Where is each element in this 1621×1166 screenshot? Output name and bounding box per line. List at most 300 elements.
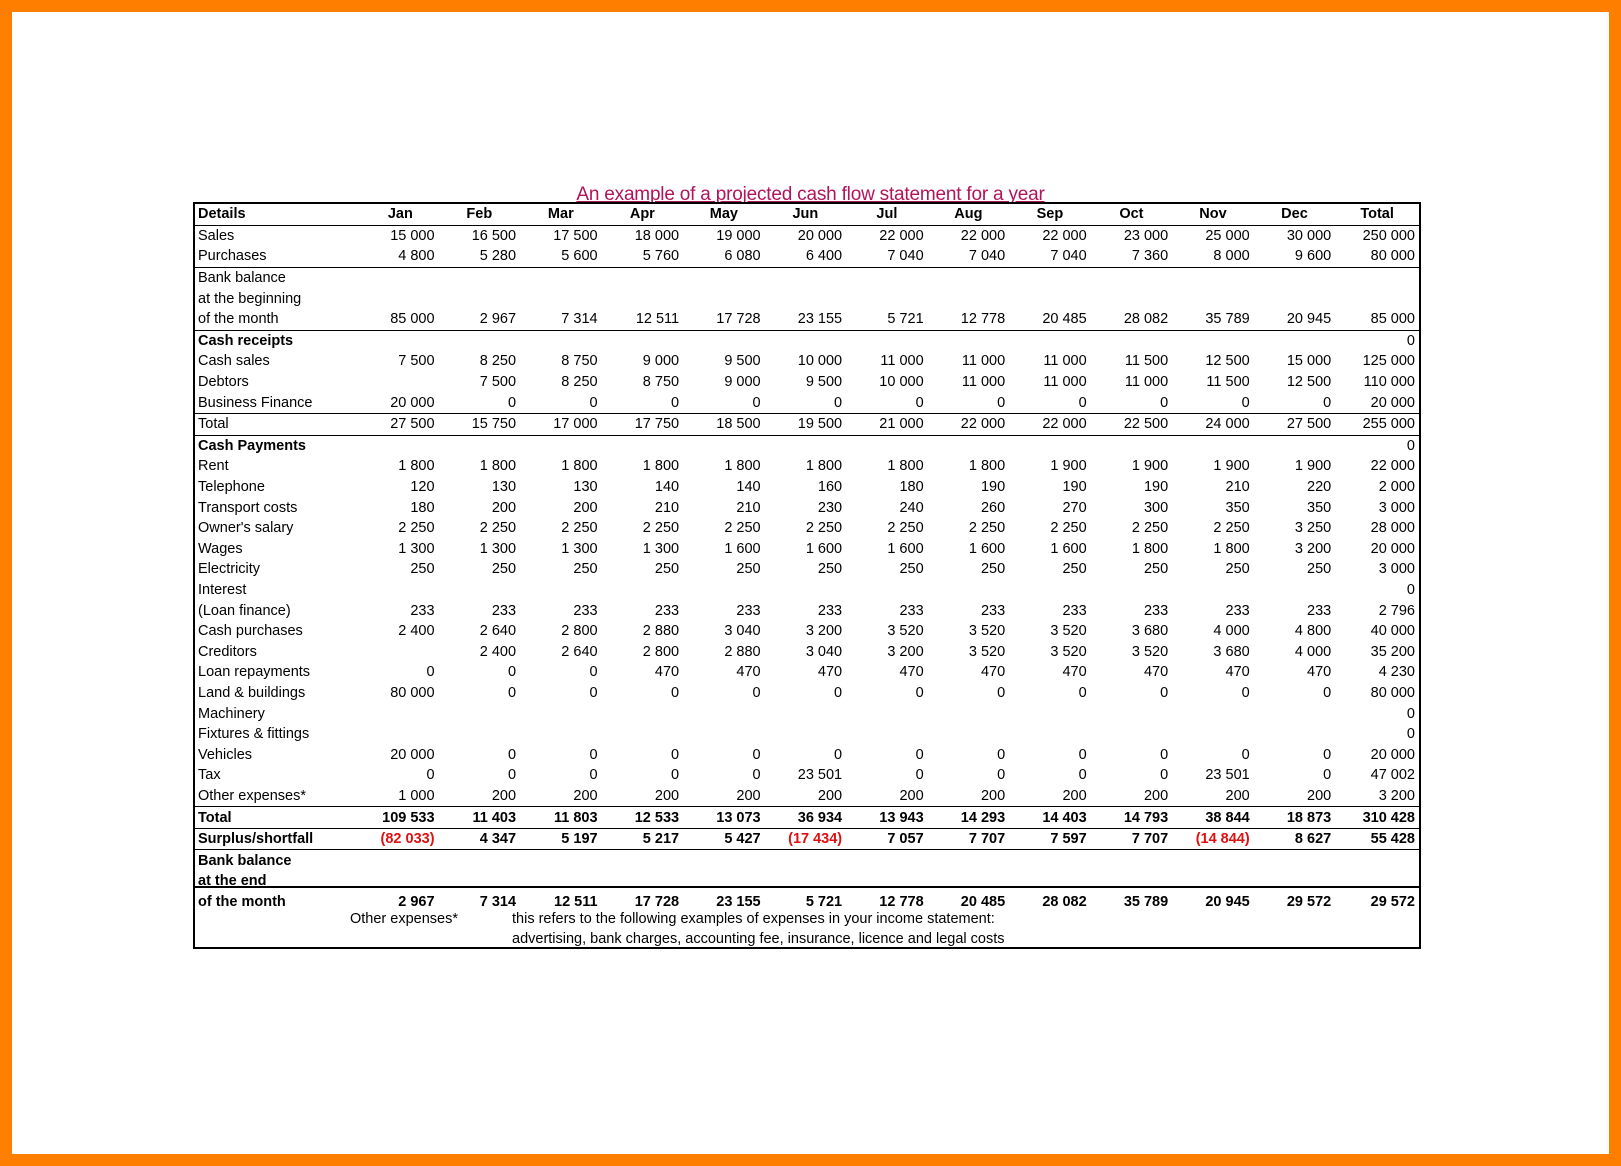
value-cell [602,267,684,288]
value-cell [846,850,928,871]
total-cell: 310 428 [1335,807,1419,829]
value-cell: 0 [426,664,435,681]
table-row [195,621,1419,642]
value-cell: 233 [1143,602,1169,619]
value-cell: 0 [1323,394,1332,411]
value-cell: 3 040 [724,623,761,640]
value-cell: 250 [491,561,517,578]
value-cell: 470 [1307,664,1332,681]
total-cell [1335,871,1419,892]
row-label: Business Finance [198,394,313,411]
value-cell: 200 [654,787,680,804]
value-cell: 7 314 [561,311,598,328]
value-cell: 35 789 [1123,893,1169,910]
note-line-1: this refers to the following examples of expenses in your income statement: [512,911,995,927]
value-cell: 14 403 [1009,807,1091,829]
value-cell: 0 [1160,767,1169,784]
row-label: Total [195,413,362,435]
value-cell: 85 000 [390,311,435,328]
column-header-may: May [683,204,765,225]
value-cell: 0 [671,394,680,411]
value-cell: 470 [980,664,1006,681]
value-cell: 2 400 [479,643,517,660]
value-cell: 29 572 [1286,893,1332,910]
value-cell: 8 750 [642,374,680,391]
value-cell: 4 800 [398,248,435,265]
value-cell: 27 500 [362,413,438,435]
table-row [195,372,1419,393]
value-cell: 233 [817,602,843,619]
value-cell: 24 000 [1172,413,1254,435]
value-cell [765,435,847,456]
cash-flow-table [195,204,1419,912]
value-cell: 18 500 [683,413,765,435]
value-cell [928,850,1010,871]
table-row [195,828,1419,850]
table-row [195,683,1419,704]
value-cell [1091,580,1173,601]
value-cell: 2 250 [479,520,517,537]
value-cell: 11 403 [439,807,521,829]
value-cell: 8 627 [1254,828,1336,850]
table-row [195,807,1419,829]
value-cell [362,871,438,892]
value-cell: 200 [1062,787,1087,804]
value-cell [683,871,765,892]
value-cell: 0 [752,394,761,411]
value-cell [1091,871,1173,892]
table-row [195,703,1419,724]
value-cell: 4 000 [1213,623,1250,640]
table-row [195,662,1419,683]
row-label: Cash purchases [198,623,303,640]
value-cell: 7 057 [846,828,928,850]
value-cell: 19 500 [765,413,847,435]
value-cell [846,435,928,456]
value-cell [765,288,847,309]
row-label: of the month [198,311,279,328]
value-cell: 2 800 [642,643,680,660]
total-cell: 47 002 [1370,767,1415,784]
value-cell: 0 [1078,746,1087,763]
value-cell: 0 [1160,746,1169,763]
value-cell: 233 [736,602,761,619]
value-cell: 350 [1225,499,1250,516]
value-cell: 0 [834,684,843,701]
value-cell [1172,288,1254,309]
row-label: Loan repayments [198,664,311,681]
value-cell [520,435,602,456]
value-cell: 17 000 [520,413,602,435]
value-cell [683,850,765,871]
value-cell: 0 [589,746,598,763]
value-cell [520,330,602,351]
total-cell [1335,288,1419,309]
value-cell: 210 [736,499,761,516]
value-cell: 1 800 [398,458,435,475]
value-cell: 3 200 [887,643,924,660]
value-cell: 0 [997,767,1006,784]
value-cell: 260 [980,499,1006,516]
value-cell: 12 778 [879,893,924,910]
row-label: Bank balance [195,267,362,288]
value-cell: 5 721 [887,311,924,328]
value-cell: 7 500 [398,353,435,370]
value-cell [928,580,1010,601]
table-row [195,518,1419,539]
value-cell: 200 [573,787,598,804]
value-cell: 0 [589,684,598,701]
value-cell [846,580,928,601]
value-cell: 2 250 [968,520,1006,537]
value-cell: 19 000 [716,227,761,244]
value-cell [1009,850,1091,871]
value-cell: 2 250 [724,520,761,537]
value-cell: 0 [1078,394,1087,411]
value-cell: 109 533 [362,807,438,829]
row-label: Machinery [198,705,265,722]
table-row [195,225,1419,246]
value-cell [520,871,602,892]
value-cell: 2 880 [724,643,761,660]
value-cell [1254,724,1336,745]
value-cell: 28 082 [1042,893,1087,910]
value-cell: 1 900 [1213,458,1250,475]
value-cell: 0 [426,767,435,784]
value-cell: 17 728 [634,893,680,910]
total-cell: 250 000 [1362,227,1415,244]
row-label: Creditors [198,643,257,660]
row-label: Transport costs [198,499,298,516]
value-cell: 240 [899,499,924,516]
value-cell: 470 [1062,664,1087,681]
value-cell: 0 [1241,746,1250,763]
value-cell: 18 873 [1254,807,1336,829]
value-cell: 470 [654,664,680,681]
value-cell: 190 [1143,479,1169,496]
column-header-details: Details [195,204,362,225]
value-cell: 2 250 [805,520,843,537]
table-row [195,309,1419,330]
value-cell: 233 [491,602,517,619]
value-cell: (17 434) [765,828,847,850]
value-cell: 0 [997,746,1006,763]
value-cell: 7 314 [479,893,517,910]
total-cell: 125 000 [1362,353,1415,370]
table-row [195,765,1419,786]
value-cell: 22 000 [960,227,1006,244]
value-cell: 250 [1062,561,1087,578]
row-label: Debtors [198,374,249,391]
row-label: Purchases [198,248,267,265]
value-cell: 1 300 [642,540,680,557]
value-cell: 22 000 [879,227,924,244]
table-row [195,477,1419,498]
value-cell: 0 [507,767,517,784]
value-cell: 8 250 [479,353,517,370]
value-cell: 1 800 [805,458,843,475]
value-cell: 22 000 [1009,413,1091,435]
value-cell: 9 500 [724,353,761,370]
value-cell: 2 640 [479,623,517,640]
total-cell: 22 000 [1370,458,1415,475]
value-cell: 1 300 [479,540,517,557]
value-cell [602,580,684,601]
value-cell: 140 [654,479,680,496]
value-cell [683,435,765,456]
total-cell: 20 000 [1370,746,1415,763]
value-cell: 11 000 [1043,353,1087,370]
table-row [195,850,1419,871]
table-row [195,724,1419,745]
value-cell [683,703,765,724]
value-cell [846,724,928,745]
value-cell: 180 [899,479,924,496]
value-cell: 3 250 [1294,520,1332,537]
total-cell: 110 000 [1363,374,1415,391]
value-cell: 1 300 [398,540,435,557]
value-cell: 3 680 [1131,623,1169,640]
value-cell: 36 934 [765,807,847,829]
value-cell: 210 [654,499,680,516]
value-cell [765,871,847,892]
value-cell [1254,580,1336,601]
table-row [195,641,1419,662]
value-cell: 0 [1078,684,1087,701]
value-cell: 23 000 [1123,227,1169,244]
value-cell: 11 500 [1124,353,1169,370]
value-cell: 12 778 [960,311,1006,328]
value-cell: 0 [834,394,843,411]
table-row [195,267,1419,288]
value-cell: 1 600 [724,540,761,557]
value-cell: 200 [491,787,517,804]
value-cell: 1 900 [1131,458,1169,475]
value-cell: 3 520 [1131,643,1169,660]
row-label: of the month [198,893,286,910]
value-cell: 250 [410,561,435,578]
value-cell: 0 [1323,746,1332,763]
total-cell: 20 000 [1370,394,1415,411]
row-label: Other expenses* [198,787,307,804]
value-cell: 7 707 [1091,828,1173,850]
value-cell: 200 [736,787,761,804]
total-cell: 80 000 [1370,248,1415,265]
row-label: Cash sales [198,353,270,370]
row-label: at the beginning [198,290,302,307]
value-cell: (82 033) [362,828,438,850]
value-cell [439,703,521,724]
value-cell [602,850,684,871]
value-cell: 0 [915,684,924,701]
value-cell: 0 [752,684,761,701]
value-cell: 2 967 [479,311,517,328]
value-cell [1091,703,1173,724]
value-cell: 6 080 [724,248,761,265]
value-cell [846,871,928,892]
table-row [195,413,1419,435]
value-cell [520,580,602,601]
value-cell: 140 [736,479,761,496]
value-cell [928,330,1010,351]
total-cell [1335,850,1419,871]
table-header-row [195,204,1419,225]
column-header-mar: Mar [520,204,602,225]
value-cell: 233 [1307,602,1332,619]
value-cell: (14 844) [1172,828,1254,850]
value-cell [520,288,602,309]
value-cell: 2 250 [1131,520,1169,537]
value-cell [1172,435,1254,456]
value-cell: 130 [491,479,517,496]
column-header-total: Total [1335,204,1419,225]
value-cell: 0 [589,394,598,411]
value-cell: 200 [491,499,517,516]
value-cell [602,871,684,892]
value-cell: 233 [573,602,598,619]
value-cell: 1 800 [887,458,924,475]
value-cell: 23 155 [716,893,761,910]
value-cell [362,372,438,393]
value-cell [683,288,765,309]
table-row [195,871,1419,892]
value-cell: 3 040 [805,643,843,660]
value-cell: 0 [752,767,761,784]
row-label: (Loan finance) [198,602,291,619]
value-cell: 0 [834,746,843,763]
value-cell: 233 [1225,602,1250,619]
value-cell [362,435,438,456]
total-cell: 28 000 [1370,520,1415,537]
value-cell [362,850,438,871]
value-cell: 2 967 [398,893,435,910]
value-cell [683,267,765,288]
value-cell: 300 [1143,499,1169,516]
value-cell: 10 000 [797,353,843,370]
value-cell: 2 250 [887,520,924,537]
value-cell: 0 [1078,767,1087,784]
value-cell: 1 000 [398,787,435,804]
value-cell [846,288,928,309]
total-cell: 20 000 [1370,540,1415,557]
value-cell [928,871,1010,892]
value-cell [362,267,438,288]
value-cell [520,724,602,745]
value-cell: 250 [980,561,1006,578]
value-cell: 233 [654,602,680,619]
value-cell [1172,871,1254,892]
value-cell: 470 [1225,664,1250,681]
value-cell [765,267,847,288]
value-cell: 1 300 [561,540,598,557]
total-cell: 0 [1335,330,1419,351]
value-cell: 0 [507,394,517,411]
value-cell [683,580,765,601]
value-cell [602,435,684,456]
value-cell [1172,724,1254,745]
value-cell [846,330,928,351]
row-label: Electricity [198,561,261,578]
value-cell: 3 520 [1050,643,1087,660]
total-cell: 3 000 [1378,561,1415,578]
value-cell: 13 073 [683,807,765,829]
row-label: Owner's salary [198,520,294,537]
value-cell: 21 000 [846,413,928,435]
value-cell: 0 [507,684,517,701]
value-cell: 5 280 [479,248,517,265]
value-cell: 250 [654,561,680,578]
value-cell: 1 800 [1131,540,1169,557]
value-cell: 5 721 [805,893,843,910]
value-cell: 9 000 [724,374,761,391]
value-cell: 1 800 [479,458,517,475]
value-cell: 0 [507,664,517,681]
value-cell: 200 [1307,787,1332,804]
value-cell: 1 800 [968,458,1006,475]
value-cell: 0 [589,767,598,784]
value-cell: 17 500 [553,227,598,244]
value-cell: 4 800 [1294,623,1332,640]
total-cell: 255 000 [1335,413,1419,435]
value-cell: 1 800 [642,458,680,475]
value-cell: 20 945 [1286,311,1332,328]
value-cell: 20 485 [1042,311,1087,328]
value-cell: 23 501 [797,767,843,784]
table-row [195,580,1419,601]
table-row [195,539,1419,560]
value-cell: 20 485 [960,893,1006,910]
value-cell: 8 250 [561,374,598,391]
value-cell: 0 [915,746,924,763]
value-cell [1091,330,1173,351]
value-cell [683,724,765,745]
column-header-apr: Apr [602,204,684,225]
note-label: Other expenses* [350,911,459,927]
value-cell: 250 [817,561,843,578]
value-cell [362,330,438,351]
value-cell: 1 800 [561,458,598,475]
column-header-feb: Feb [439,204,521,225]
row-label: Fixtures & fittings [198,726,310,743]
value-cell [520,267,602,288]
value-cell [1254,267,1336,288]
value-cell: 20 000 [390,394,435,411]
value-cell: 0 [1160,684,1169,701]
value-cell [1091,724,1173,745]
column-header-dec: Dec [1254,204,1336,225]
total-cell: 0 [1406,705,1415,722]
value-cell: 190 [1062,479,1087,496]
note-divider [195,886,1419,888]
value-cell: 7 040 [887,248,924,265]
column-header-jun: Jun [765,204,847,225]
value-cell [1091,435,1173,456]
value-cell: 7 597 [1009,828,1091,850]
value-cell [1091,288,1173,309]
column-header-jul: Jul [846,204,928,225]
value-cell: 130 [573,479,598,496]
value-cell: 1 600 [805,540,843,557]
value-cell: 8 750 [561,353,598,370]
value-cell [439,850,521,871]
page-title: An example of a projected cash flow statement for a year [576,184,1045,205]
value-cell: 180 [410,499,435,516]
column-header-aug: Aug [928,204,1010,225]
value-cell: 11 000 [1124,374,1169,391]
value-cell [928,724,1010,745]
row-label: Tax [198,767,221,784]
table-row [195,246,1419,267]
